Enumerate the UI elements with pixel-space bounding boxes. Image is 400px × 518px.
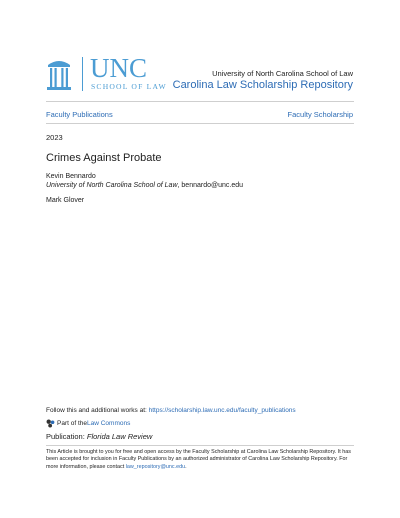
follow-line: [46, 407, 296, 414]
notice-end: .: [185, 463, 187, 470]
author-name: Kevin Bennardo: [46, 173, 96, 180]
publication-label: Publication:: [46, 432, 87, 441]
institution-name: University of North Carolina School of Law: [212, 69, 353, 78]
publication-year: 2023: [46, 133, 63, 142]
publication-name: Florida Law Review: [86, 432, 153, 441]
follow-url-link[interactable]: https://scholarship.law.unc.edu/faculty_publications: [148, 407, 296, 414]
article-title: Crimes Against Probate: [46, 152, 162, 164]
follow-text: Follow this and additional works at:: [46, 407, 149, 414]
author-name: Mark Glover: [46, 197, 85, 204]
logo-subtitle: SCHOOL OF LAW: [91, 82, 167, 91]
footer-divider: [46, 445, 354, 446]
author-affiliation: [46, 182, 243, 189]
repository-link[interactable]: Carolina Law Scholarship Repository: [172, 79, 353, 91]
unc-law-logo[interactable]: [46, 55, 176, 97]
repository-notice: [46, 449, 354, 471]
logo-divider: [82, 57, 83, 91]
faculty-scholarship-link[interactable]: Faculty Scholarship: [287, 110, 353, 119]
part-of-text: Part of the: [57, 420, 87, 427]
contact-email-link[interactable]: law_repository@unc.edu: [125, 463, 186, 470]
logo-wordmark: UNC: [90, 53, 148, 83]
affiliation-text: University of North Carolina School of Law: [46, 182, 178, 189]
old-well-icon: [46, 57, 72, 91]
publication-line: [46, 432, 152, 441]
law-commons-link[interactable]: Law Commons: [87, 420, 131, 427]
author-email: , bennardo@unc.edu: [177, 182, 244, 189]
nav-divider: [46, 123, 354, 124]
network-icon: [46, 419, 55, 428]
faculty-publications-link[interactable]: Faculty Publications: [46, 110, 113, 119]
header-divider: [46, 101, 354, 102]
part-of-line: [46, 419, 130, 428]
notice-text: This Article is brought to you for free and open access by the Faculty Scholarship at Carolina Law Scholarship Repository. It has been accepted for inclusion in Faculty Publications by an authorized administrator of Carolina Law Scholarship Repository. For more information, please contact: [46, 449, 351, 470]
